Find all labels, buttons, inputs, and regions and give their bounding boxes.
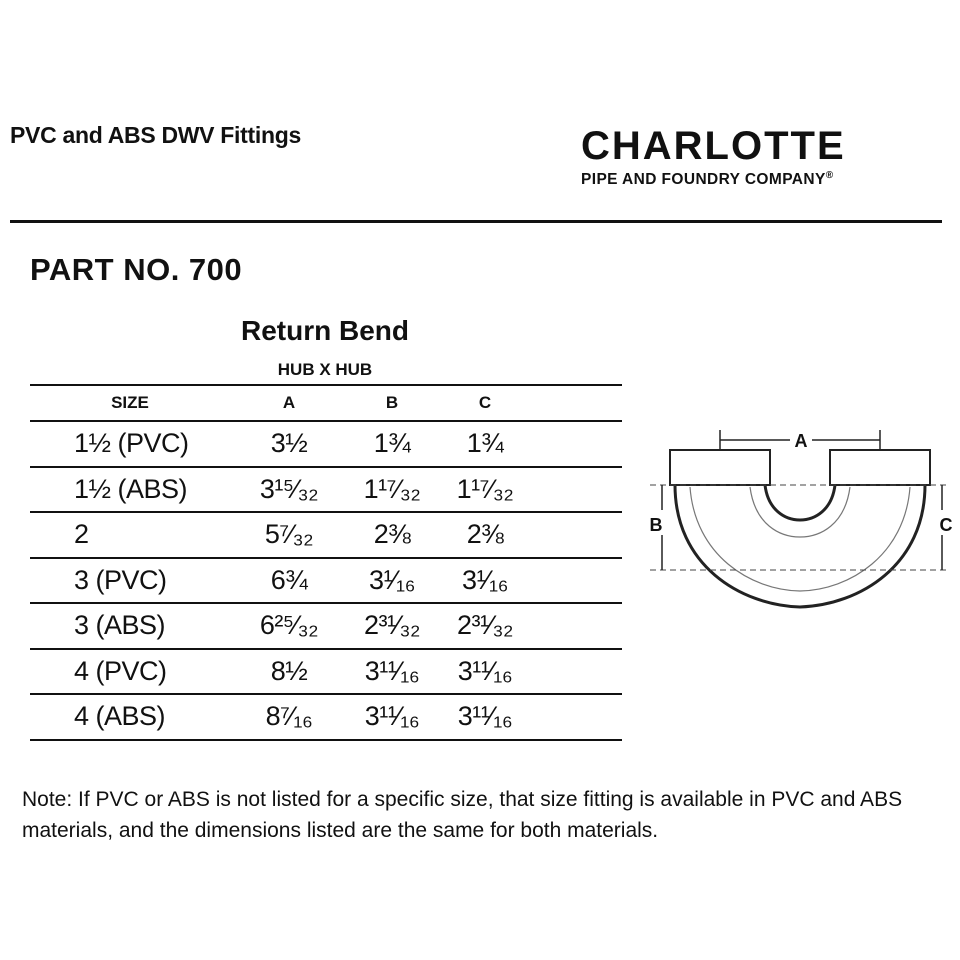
cell-size: 1½ (PVC) [30,421,230,467]
cell-spacer [534,512,622,558]
cell-size: 4 (ABS) [30,694,230,740]
right-hub [830,450,930,485]
table-row [30,421,622,467]
pipe-inner-wall [690,487,910,591]
cell-a: 8⁷⁄₁₆ [230,694,348,740]
cell-spacer [534,694,622,740]
fitting-title: Return Bend [241,315,409,346]
cell-b: 3¹⁄₁₆ [348,558,436,604]
cell-size: 1½ (ABS) [30,467,230,513]
cell-b: 2⅜ [348,512,436,558]
cell-b: 1¹⁷⁄₃₂ [348,467,436,513]
cell-a: 6¾ [230,558,348,604]
dim-b-label: B [649,515,663,535]
outer-bend [675,485,925,607]
table-row [30,512,622,558]
cell-c: 1¾ [436,421,534,467]
brand-logo [581,126,941,189]
cell-b: 2³¹⁄₃₂ [348,603,436,649]
registered-mark: ® [825,170,834,181]
brand-subtitle-text: PIPE AND FOUNDRY COMPANY [581,171,826,189]
cell-c: 3¹¹⁄₁₆ [436,649,534,695]
dim-c-label: C [939,515,953,535]
brand-name: CHARLOTTE [581,124,846,168]
cell-size: 3 (PVC) [30,558,230,604]
inner-bend [765,485,835,520]
part-number: PART NO. 700 [30,252,243,287]
dimensions-table [30,384,622,741]
table-row [30,603,622,649]
cell-c: 2³¹⁄₃₂ [436,603,534,649]
table-row [30,467,622,513]
left-hub [670,450,770,485]
table-header-row [30,385,622,421]
cell-spacer [534,421,622,467]
cell-spacer [534,649,622,695]
section-title: PVC and ABS DWV Fittings [10,122,301,148]
cell-a: 5⁷⁄₃₂ [230,512,348,558]
column-header-c: C [436,385,534,421]
pipe-inner-wall-2 [750,487,850,537]
cell-a: 3½ [230,421,348,467]
table-row [30,558,622,604]
cell-a: 3¹⁵⁄₃₂ [230,467,348,513]
cell-c: 2⅜ [436,512,534,558]
cell-c: 3¹¹⁄₁₆ [436,694,534,740]
cell-b: 1¾ [348,421,436,467]
column-header-size: SIZE [30,385,230,421]
cell-spacer [534,467,622,513]
column-header-spacer [534,385,622,421]
column-header-b: B [348,385,436,421]
cell-a: 8½ [230,649,348,695]
cell-c: 1¹⁷⁄₃₂ [436,467,534,513]
cell-b: 3¹¹⁄₁₆ [348,649,436,695]
brand-subtitle [581,170,941,189]
cell-spacer [534,603,622,649]
cell-b: 3¹¹⁄₁₆ [348,694,436,740]
table-row [30,649,622,695]
availability-note: Note: If PVC or ABS is not listed for a specific size, that size fitting is available in PVC and ABS materials, and the dimensions listed are the same for both materials. [22,788,903,842]
cell-size: 3 (ABS) [30,603,230,649]
cell-size: 2 [30,512,230,558]
cell-a: 6²⁵⁄₃₂ [230,603,348,649]
header-divider [10,220,942,223]
dim-a-label: A [794,431,808,451]
column-header-a: A [230,385,348,421]
fitting-connection: HUB X HUB [277,360,373,379]
cell-spacer [534,558,622,604]
cell-size: 4 (PVC) [30,649,230,695]
return-bend-diagram [640,425,960,625]
table-row [30,694,622,740]
cell-c: 3¹⁄₁₆ [436,558,534,604]
